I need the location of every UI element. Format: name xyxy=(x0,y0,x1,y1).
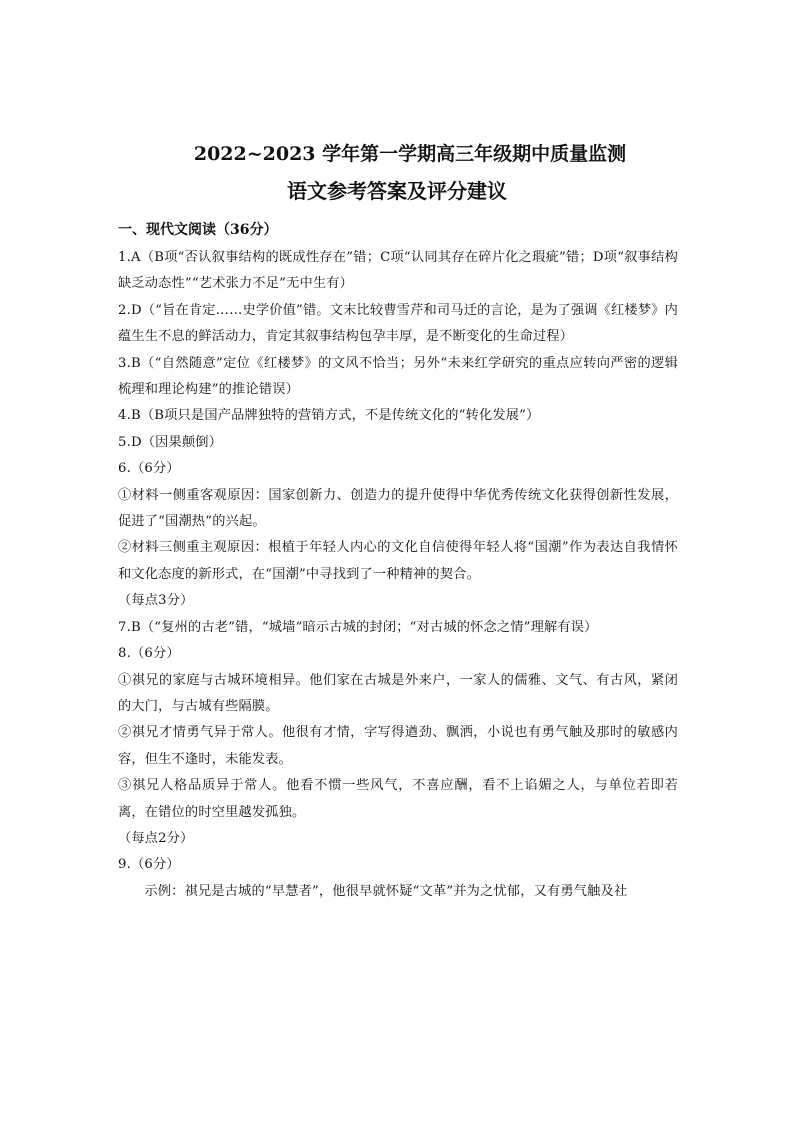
answer-7: 7.B（“复州的古老”错，“城墙”暗示古城的封闭；“对古城的怀念之情”理解有误） xyxy=(118,619,598,635)
answer-6-scoring: （每点3分） xyxy=(118,593,194,609)
answer-body xyxy=(118,245,678,905)
answer-8-scoring: （每点2分） xyxy=(118,830,194,846)
answer-6-point-2: ②材料三侧重主观原因：根植于年轻人内心的文化自信使得年轻人将“国潮”作为表达自我情怀和文化态度的新形式，在“国潮”中寻找到了一种精神的契合。 xyxy=(118,540,678,582)
answer-4: 4.B（B项只是国产品牌独特的营销方式，不是传统文化的“转化发展”） xyxy=(118,408,540,424)
answer-5: 5.D（因果颠倒） xyxy=(118,434,223,450)
answer-3: 3.B（“自然随意”定位《红楼梦》的文风不恰当；另外“未来红学研究的重点应转向严密的逻辑梳理和理论构建”的推论错误） xyxy=(118,355,678,398)
document-title: 2022~2023 学年第一学期高三年级期中质量监测 xyxy=(193,143,627,165)
answer-8-point-1: ①祺兄的家庭与古城环境相异。他们家在古城是外来户，一家人的儒雅、文气、有古风，紧闭的大门，与古城有些隔膜。 xyxy=(118,672,678,714)
answer-6-heading: 6.（6分） xyxy=(118,461,180,477)
answer-2: 2.D（“旨在肯定……史学价值”错。文末比较曹雪芹和司马迁的言论，是为了强调《红楼梦》内蕴生生不息的鲜活动力，肯定其叙事结构包孕丰厚，是不断变化的生命过程） xyxy=(118,302,678,345)
answer-9-heading: 9.（6分） xyxy=(118,857,180,873)
answer-9-example: 示例：祺兄是古城的“早慧者”，他很早就怀疑“文革”并为之忧郁，又有勇气触及社 xyxy=(144,883,628,899)
section-heading-reading: 一、现代文阅读（36分） xyxy=(118,222,278,238)
document-subtitle: 语文参考答案及评分建议 xyxy=(287,179,507,203)
answer-8-point-3: ③祺兄人格品质异于常人。他看不惯一些风气，不喜应酬，看不上谄媚之人，与单位若即若离，在错位的时空里越发孤独。 xyxy=(118,778,678,820)
answer-1: 1.A（B项“否认叙事结构的既成性存在”错；C项“认同其存在碎片化之瑕疵”错；D项“叙事结构缺乏动态性”“艺术张力不足”无中生有） xyxy=(118,250,678,292)
answer-8-heading: 8.（6分） xyxy=(118,646,180,662)
answer-8-point-2: ②祺兄才情勇气异于常人。他很有才情，字写得遒劲、飘洒，小说也有勇气触及那时的敏感内容，但生不逢时，未能发表。 xyxy=(118,725,678,767)
answer-6-point-1: ①材料一侧重客观原因：国家创新力、创造力的提升使得中华优秀传统文化获得创新性发展，促进了“国潮热”的兴起。 xyxy=(118,487,678,530)
